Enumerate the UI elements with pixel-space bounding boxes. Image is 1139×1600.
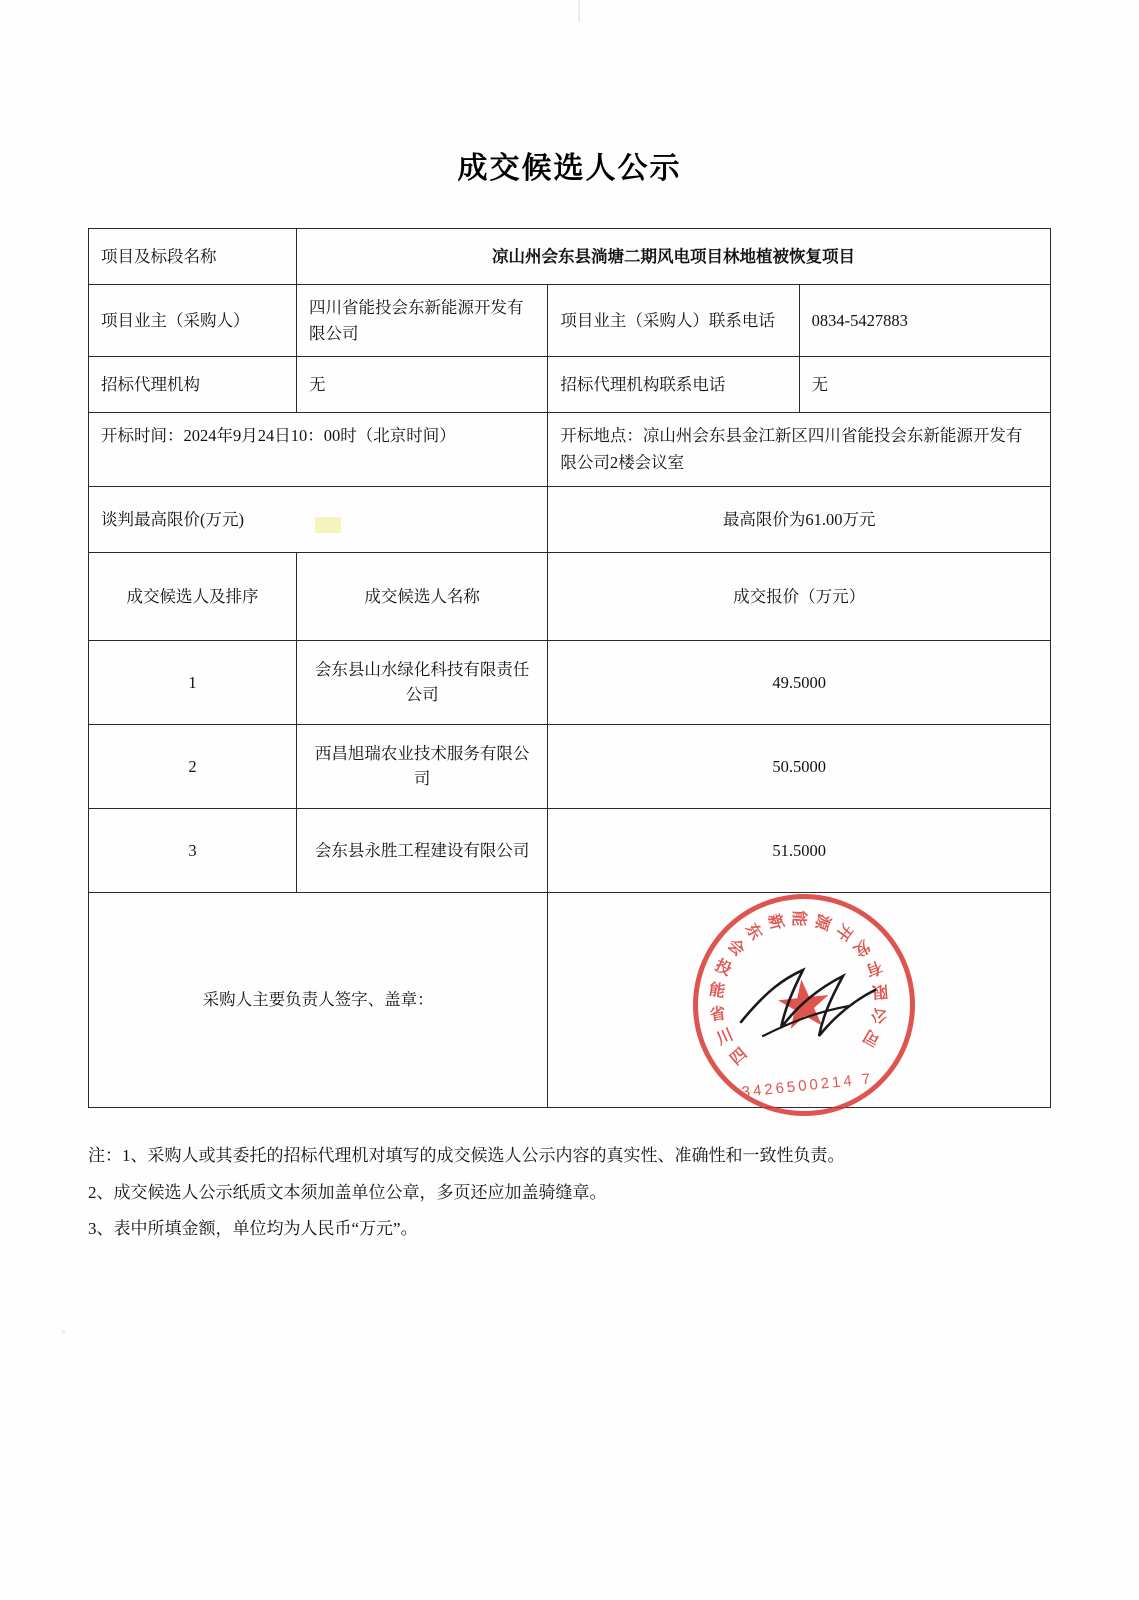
table-row-opening xyxy=(89,413,1051,487)
seal-char: 东 xyxy=(742,920,765,944)
candidate-rank: 2 xyxy=(89,724,297,808)
table-row-agency xyxy=(89,357,1051,413)
table-row-owner xyxy=(89,285,1051,357)
table-row xyxy=(89,640,1051,724)
agency-phone-value: 无 xyxy=(799,357,1050,413)
project-name: 凉山州会东县淌塘二期风电项目林地植被恢复项目 xyxy=(297,229,1051,285)
open-place: 开标地点：凉山州会东县金江新区四川省能投会东新能源开发有限公司2楼会议室 xyxy=(548,413,1051,487)
seal-char: 发 xyxy=(849,935,873,960)
seal-char: 有 xyxy=(863,957,885,979)
company-seal-icon xyxy=(682,883,926,1127)
agency-phone-label: 招标代理机构联系电话 xyxy=(548,357,799,413)
candidate-rank: 3 xyxy=(89,808,297,892)
limit-value: 最高限价为61.00万元 xyxy=(548,486,1051,552)
agency-value: 无 xyxy=(297,357,548,413)
seal-char: 投 xyxy=(712,956,735,980)
seal-char: 源 xyxy=(811,911,833,933)
signature-label: 采购人主要负责人签字、盖章： xyxy=(89,892,548,1107)
notes-section xyxy=(88,1138,1068,1248)
owner-value: 四川省能投会东新能源开发有限公司 xyxy=(297,285,548,357)
note-item: 2、成交候选人公示纸质文本须加盖单位公章，多页还应加盖骑缝章。 xyxy=(88,1182,607,1202)
table-row-candidate-header xyxy=(89,552,1051,640)
page-title: 成交候选人公示 xyxy=(457,152,682,185)
seal-star-icon: ★ xyxy=(770,963,838,1046)
candidate-name-header: 成交候选人名称 xyxy=(297,552,548,640)
owner-label: 项目业主（采购人） xyxy=(89,285,297,357)
candidate-rank: 1 xyxy=(89,640,297,724)
candidate-price: 51.5000 xyxy=(548,808,1051,892)
seal-char: 司 xyxy=(860,1025,884,1049)
table-row-signature xyxy=(89,892,1051,1107)
seal-char: 四 xyxy=(727,1045,751,1069)
owner-phone-label: 项目业主（采购人）联系电话 xyxy=(548,285,799,357)
candidate-rank-header: 成交候选人及排序 xyxy=(89,552,297,640)
table-row-limit xyxy=(89,486,1051,552)
seal-char: 省 xyxy=(708,1005,727,1025)
table-row-project xyxy=(89,229,1051,285)
seal-char: 会 xyxy=(724,936,748,960)
table-row xyxy=(89,724,1051,808)
candidate-price: 49.5000 xyxy=(548,640,1051,724)
scan-artifact xyxy=(578,0,580,22)
seal-code: 3426500214 7 xyxy=(741,1069,875,1101)
seal-char: 新 xyxy=(764,912,786,932)
note-item: 注：1、采购人或其委托的招标代理机对填写的成交候选人公示内容的真实性、准确性和一致性负责。 xyxy=(88,1146,845,1165)
limit-label: 谈判最高限价(万元) xyxy=(89,486,548,552)
seal-char: 开 xyxy=(832,920,856,944)
project-label: 项目及标段名称 xyxy=(89,229,297,285)
owner-phone-value: 0834-5427883 xyxy=(799,285,1050,357)
candidate-name: 西昌旭瑞农业技术服务有限公司 xyxy=(297,724,548,808)
announcement-table xyxy=(88,228,1051,1108)
candidate-price: 50.5000 xyxy=(548,724,1051,808)
seal-cell xyxy=(548,892,1051,1107)
seal-char: 限 xyxy=(871,981,889,1000)
open-time: 开标时间：2024年9月24日10：00时（北京时间） xyxy=(89,413,548,487)
seal-char: 能 xyxy=(707,981,727,1001)
seal-char: 公 xyxy=(869,1004,890,1025)
highlight-mark xyxy=(315,517,341,533)
seal-char: 川 xyxy=(714,1026,737,1049)
candidate-price-header: 成交报价（万元） xyxy=(548,552,1051,640)
agency-label: 招标代理机构 xyxy=(89,357,297,413)
note-item: 3、表中所填金额，单位均为人民币“万元”。 xyxy=(88,1219,418,1239)
scan-artifact xyxy=(62,1330,65,1333)
seal-char: 能 xyxy=(789,910,808,927)
table-row xyxy=(89,808,1051,892)
candidate-name: 会东县永胜工程建设有限公司 xyxy=(297,808,548,892)
candidate-name: 会东县山水绿化科技有限责任公司 xyxy=(297,640,548,724)
